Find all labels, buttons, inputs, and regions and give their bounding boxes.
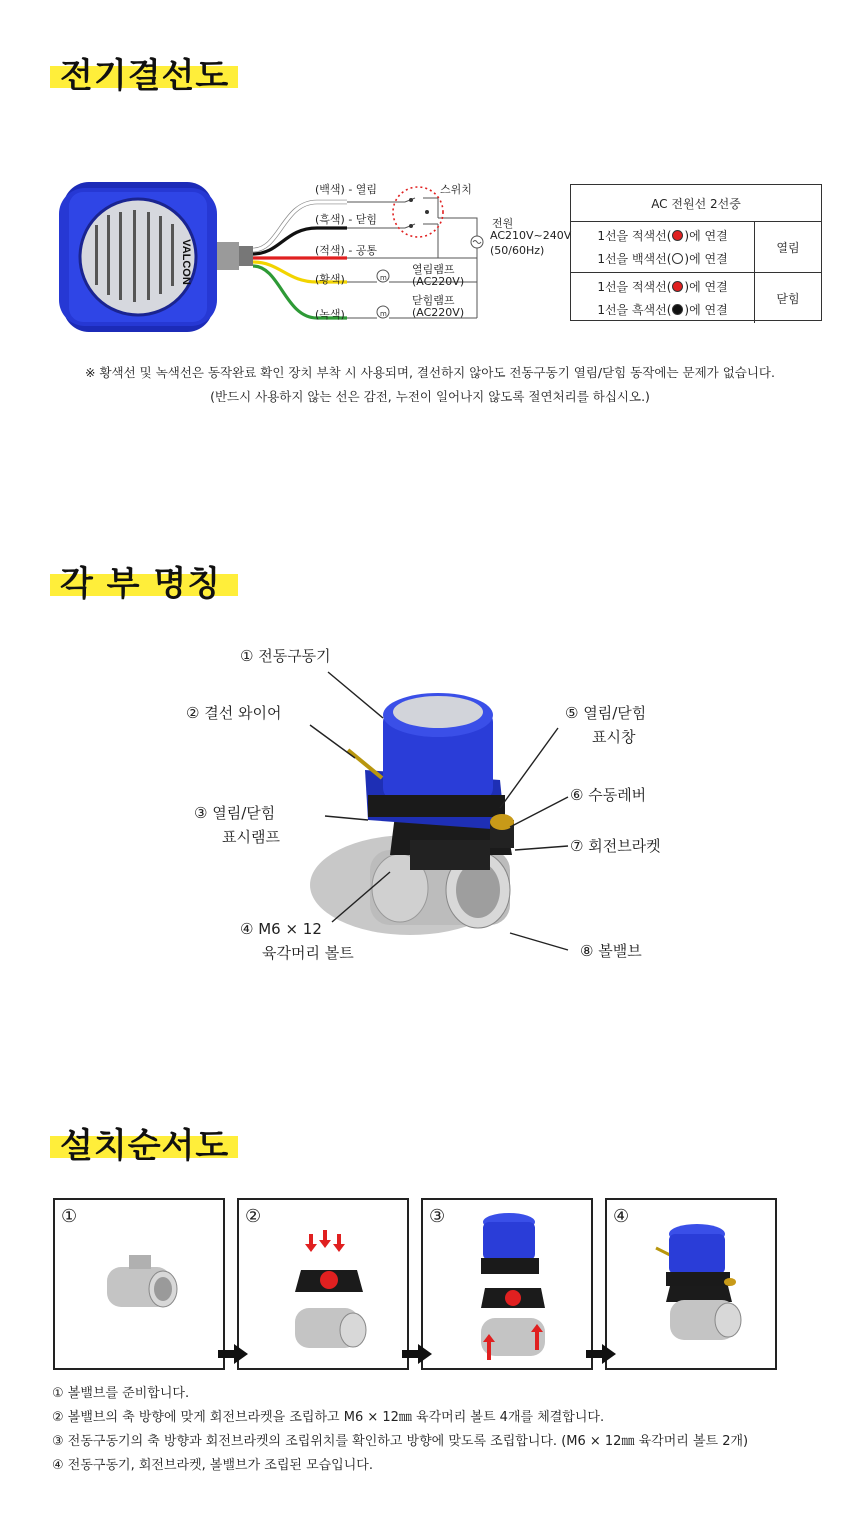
device-brand-text: VALCON xyxy=(180,239,192,285)
power-frequency: (50/60Hz) xyxy=(490,244,545,257)
lamp-symbol-1: m xyxy=(380,274,387,282)
install-instruction-2: ② 볼밸브의 축 방향에 맞게 회전브라켓을 조립하고 M6 × 12㎜ 육각머리 볼트 4개를 체결합니다. xyxy=(52,1410,605,1425)
install-step-1 xyxy=(53,1198,225,1370)
actuator-image xyxy=(365,693,505,830)
ac-table-line: 1선을 적색선( )에 연결 xyxy=(597,280,728,294)
part-label-indicator-2: 표시창 xyxy=(592,728,636,746)
red-dot-icon xyxy=(672,281,683,292)
white-dot-icon xyxy=(672,253,683,264)
ac-table-line: 1선을 적색선( )에 연결 xyxy=(597,229,728,243)
part-label-bracket: ⑦ 회전브라켓 xyxy=(570,837,661,855)
switch-highlight-circle xyxy=(393,187,443,237)
install-instruction-3: ③ 전동구동기의 축 방향과 회전브라켓의 조립위치를 확인하고 방향에 맞도록 조립합니다. (M6 × 12㎜ 육각머리 볼트 2개) xyxy=(52,1434,749,1449)
ac-table-row-close xyxy=(571,272,821,323)
part-label-wire: ② 결선 와이어 xyxy=(186,704,282,722)
part-label-lamp-2: 표시램프 xyxy=(222,828,280,846)
lamp-symbol-2: m xyxy=(380,310,387,318)
manual-lever-image xyxy=(490,814,514,848)
wire-label-black: (흑색) - 닫힘 xyxy=(315,213,378,226)
part-label-ball-valve: ⑧ 볼밸브 xyxy=(580,942,642,960)
wire-label-green: (녹색) xyxy=(315,308,345,321)
power-voltage: AC210V~240V xyxy=(490,229,572,242)
wiring-diagram xyxy=(55,170,555,345)
part-label-manual-lever: ⑥ 수동레버 xyxy=(570,786,647,804)
ac-table-row-open xyxy=(571,222,821,272)
open-lamp-voltage: (AC220V) xyxy=(412,275,465,288)
ac-table-result-close: 닫힘 xyxy=(776,291,800,306)
ac-wiring-table xyxy=(570,184,822,321)
part-label-bolt-1: ④ M6 × 12 xyxy=(240,920,322,938)
red-dot-icon xyxy=(672,230,683,241)
part-label-lamp-1: ③ 열림/닫힘 xyxy=(194,804,276,822)
power-label: 전원 xyxy=(492,217,514,230)
wiring-section-title: 전기결선도 xyxy=(60,56,230,96)
wire-label-white: (백색) - 열림 xyxy=(315,183,378,196)
install-instruction-1: ① 볼밸브를 준비합니다. xyxy=(52,1386,190,1401)
step-arrow-icon xyxy=(402,1344,432,1364)
wiring-note: ※ 황색선 및 녹색선은 동작완료 확인 장치 부착 시 사용되며, 결선하지 않아도 전동구동기 열림/닫힘 동작에는 문제가 없습니다. xyxy=(85,365,775,380)
install-section-title: 설치순서도 xyxy=(60,1126,230,1166)
actuator-top-view xyxy=(59,182,253,332)
step-1-ball-valve-image xyxy=(95,1245,185,1325)
install-step-4 xyxy=(605,1198,777,1370)
close-lamp-voltage: (AC220V) xyxy=(412,306,465,319)
part-label-actuator: ① 전동구동기 xyxy=(240,647,331,665)
step-arrow-icon xyxy=(218,1344,248,1364)
wire-label-yellow: (황색) xyxy=(315,273,345,286)
step-arrow-icon xyxy=(586,1344,616,1364)
step-2-bracket-assembly-image xyxy=(279,1230,379,1360)
part-label-indicator-1: ⑤ 열림/닫힘 xyxy=(565,704,647,722)
install-instruction-4: ④ 전동구동기, 회전브라켓, 볼밸브가 조립된 모습입니다. xyxy=(52,1458,373,1473)
part-label-bolt-2: 육각머리 볼트 xyxy=(262,944,354,962)
step-number: ② xyxy=(245,1206,262,1227)
install-step-2 xyxy=(237,1198,409,1370)
switch-label: 스위치 xyxy=(440,183,472,196)
step-number: ③ xyxy=(429,1206,446,1227)
wire-image xyxy=(348,750,382,778)
step-4-assembled-image xyxy=(642,1220,752,1350)
ac-table-line: 1선을 흑색선( )에 연결 xyxy=(597,303,728,317)
ac-table-line: 1선을 백색선( )에 연결 xyxy=(597,252,728,266)
close-lamp-label: 닫힘램프 xyxy=(412,294,455,307)
install-step-3 xyxy=(421,1198,593,1370)
open-lamp-label: 열림램프 xyxy=(412,263,455,276)
parts-section-title: 각 부 명칭 xyxy=(60,564,222,604)
ac-table-header: AC 전원선 2선중 xyxy=(571,185,821,222)
step-number: ④ xyxy=(613,1206,630,1227)
wire-label-red: (적색) - 공통 xyxy=(315,244,378,257)
ac-table-result-open: 열림 xyxy=(776,240,800,255)
black-dot-icon xyxy=(672,304,683,315)
step-3-actuator-mount-image xyxy=(463,1210,563,1370)
step-number: ① xyxy=(61,1206,78,1227)
wiring-warning-note: (반드시 사용하지 않는 선은 감전, 누전이 일어나지 않도록 절연처리를 하십시오.) xyxy=(210,389,650,404)
